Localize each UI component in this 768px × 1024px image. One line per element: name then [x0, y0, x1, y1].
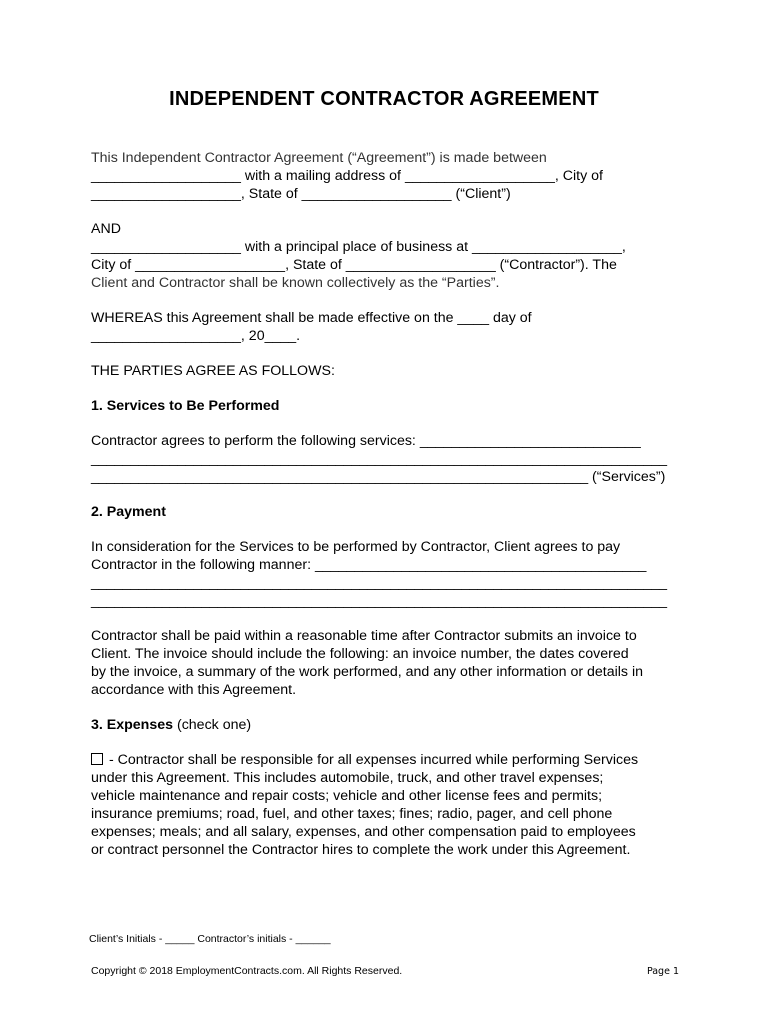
expenses-line: expenses; meals; and all salary, expenses, and other compensation paid to employees — [91, 824, 636, 840]
payment-line: _________________________________________________________________________ — [91, 593, 667, 609]
page-number: Page 1 — [646, 966, 679, 977]
intro-line: ___________________ with a mailing address of ___________________, City of — [91, 168, 603, 184]
contractor-line: ___________________ with a principal place of business at ___________________, — [91, 239, 626, 255]
intro-line: This Independent Contractor Agreement (“Agreement”) is made between — [91, 150, 547, 166]
parties-agree: THE PARTIES AGREE AS FOLLOWS: — [91, 363, 335, 379]
services-line: _______________________________________________________________ (“Services”) — [91, 469, 666, 485]
invoice-line: by the invoice, a summary of the work performed, and any other information or details in — [91, 664, 644, 680]
expenses-line: or contract personnel the Contractor hires to complete the work under this Agreement. — [91, 842, 631, 858]
invoice-line: accordance with this Agreement. — [91, 682, 297, 698]
services-line: _________________________________________________________________________ — [91, 451, 667, 467]
expenses-line: - Contractor shall be responsible for all expenses incurred while performing Services — [105, 752, 639, 768]
services-line: Contractor agrees to perform the following services: ____________________________ — [91, 433, 641, 449]
document-body — [91, 149, 681, 859]
section3-heading-text: 3. Expenses — [91, 717, 174, 733]
section3-heading-note: (check one) — [173, 717, 252, 733]
document-title: INDEPENDENT CONTRACTOR AGREEMENT — [169, 88, 599, 110]
payment-line: Contractor in the following manner: __________________________________________ — [91, 557, 647, 573]
expenses-line: vehicle maintenance and repair costs; vehicle and other license fees and permits; — [91, 788, 603, 804]
footer-initials: Client’s Initials - _____ Contractor’s initials - ______ — [89, 933, 331, 945]
footer-copyright: Copyright © 2018 EmploymentContracts.com. All Rights Reserved. — [91, 965, 403, 977]
expenses-line: under this Agreement. This includes automobile, truck, and other travel expenses; — [91, 770, 604, 786]
section1-heading: 1. Services to Be Performed — [91, 398, 280, 414]
contractor-line: City of ___________________, State of ___________________ (“Contractor”). The — [91, 257, 617, 273]
whereas-line: ___________________, 20____. — [91, 328, 301, 344]
invoice-line: Contractor shall be paid within a reasonable time after Contractor submits an invoice to — [91, 628, 637, 644]
expenses-option — [91, 751, 681, 769]
expenses-checkbox[interactable] — [91, 753, 103, 765]
payment-line: In consideration for the Services to be performed by Contractor, Client agrees to pay — [91, 539, 621, 555]
expenses-line: insurance premiums; road, fuel, and other taxes; fines; radio, pager, and cell phone — [91, 806, 613, 822]
section3-heading — [91, 716, 681, 734]
contractor-line: Client and Contractor shall be known collectively as the “Parties”. — [91, 275, 500, 291]
invoice-line: Client. The invoice should include the following: an invoice number, the dates covered — [91, 646, 629, 662]
section2-heading: 2. Payment — [91, 504, 166, 520]
whereas-line: WHEREAS this Agreement shall be made effective on the ____ day of — [91, 310, 532, 326]
and-label: AND — [91, 221, 121, 237]
payment-line: _________________________________________________________________________ — [91, 575, 667, 591]
intro-line: ___________________, State of ___________________ (“Client”) — [91, 186, 511, 202]
